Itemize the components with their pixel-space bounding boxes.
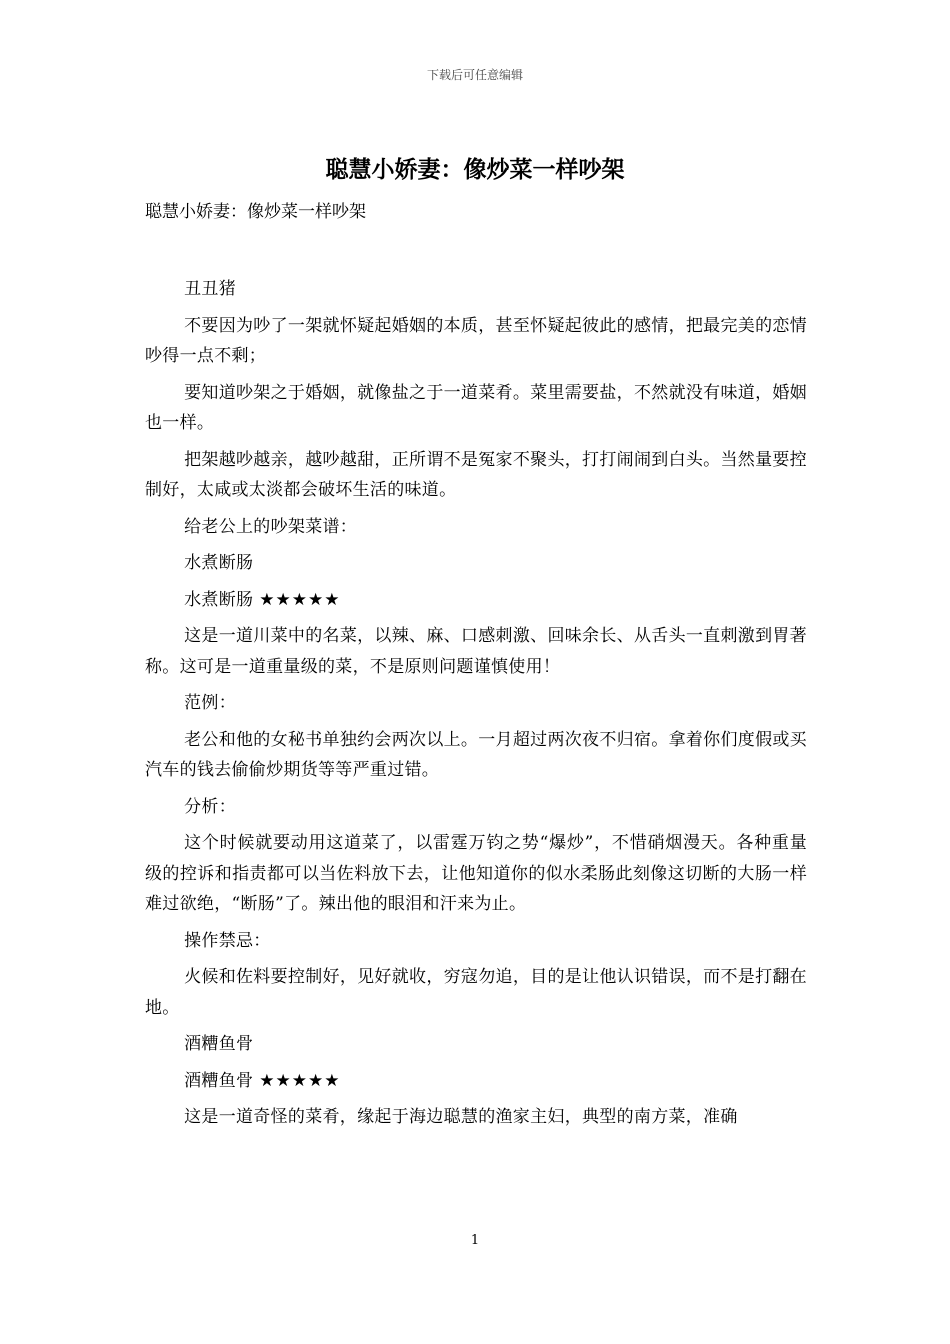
recipe-intro: 给老公上的吵架菜谱： <box>184 516 358 537</box>
star-rating: ★★★★★ <box>259 1070 341 1091</box>
dish-rating-line <box>145 1066 807 1097</box>
section-label: 操作禁忌： <box>184 930 271 951</box>
document-title: 聪慧小娇妻：像炒菜一样吵架 <box>325 156 625 183</box>
paragraph: 这是一道川菜中的名菜，以辣、麻、口感刺激、回味余长、从舌头一直刺激到胃著称。这可是一道重量级的菜，不是原则问题谨慎使用！ <box>145 626 807 677</box>
star-rating: ★★★★★ <box>259 589 341 610</box>
page-number: 1 <box>470 1233 480 1248</box>
author-line: 丑丑猪 <box>184 279 236 299</box>
section-label: 分析： <box>184 796 236 817</box>
dish-rating-line <box>145 585 807 616</box>
section-label: 范例： <box>184 693 236 713</box>
paragraph: 老公和他的女秘书单独约会两次以上。一月超过两次夜不归宿。拿着你们度假或买汽车的钱去偷偷炒期货等等严重过错。 <box>145 729 807 780</box>
header-note: 下载后可任意编辑 <box>426 68 523 82</box>
paragraph: 这是一道奇怪的菜肴，缘起于海边聪慧的渔家主妇，典型的南方菜，准确 <box>184 1107 738 1127</box>
document-body <box>145 274 807 1139</box>
paragraph: 把架越吵越亲，越吵越甜，正所谓不是冤家不聚头，打打闹闹到白头。当然量要控制好，太咸或太淡都会破坏生活的味道。 <box>145 449 807 500</box>
paragraph: 要知道吵架之于婚姻，就像盐之于一道菜肴。菜里需要盐，不然就没有味道，婚姻也一样。 <box>145 382 807 433</box>
dish-rating-label: 酒糟鱼骨 <box>184 1070 254 1091</box>
paragraph: 这个时候就要动用这道菜了，以雷霆万钧之势“爆炒”，不惜硝烟漫天。各种重量级的控诉和指责都可以当佐料放下去，让他知道你的似水柔肠此刻像这切断的大肠一样难过欲绝，“断肠”了。辣出他的眼泪和汗来为止。 <box>145 833 807 914</box>
paragraph: 不要因为吵了一架就怀疑起婚姻的本质，甚至怀疑起彼此的感情，把最完美的恋情吵得一点不剩； <box>145 315 807 366</box>
dish-rating-label: 水煮断肠 <box>184 589 254 610</box>
dish-heading: 水煮断肠 <box>184 553 254 573</box>
dish-heading: 酒糟鱼骨 <box>184 1034 254 1054</box>
document-subtitle: 聪慧小娇妻：像炒菜一样吵架 <box>145 202 366 222</box>
paragraph: 火候和佐料要控制好，见好就收，穷寇勿追，目的是让他认识错误，而不是打翻在地。 <box>145 967 807 1018</box>
